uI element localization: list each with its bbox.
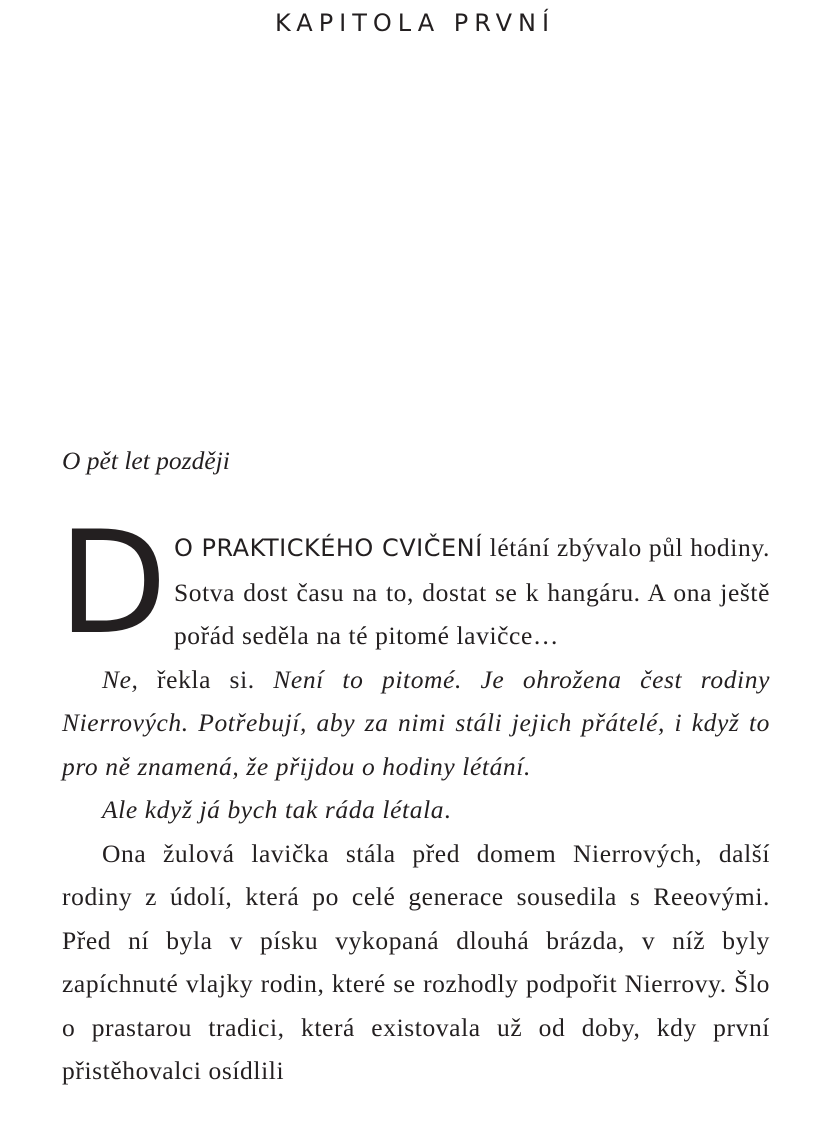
section-subtitle: O pět let později — [62, 446, 230, 475]
paragraph-2 — [62, 658, 770, 789]
paragraph-2-plain: řekla si. — [138, 664, 274, 694]
paragraph-3-end: . — [444, 795, 452, 824]
paragraph-1-text: létání zbývalo půl hodiny. Sotva dost času na to, dostat se k hangáru. A ona ještě pořád seděla na té pitomé lavičce… — [173, 533, 770, 650]
body-text — [58, 501, 770, 1093]
paragraph-2-italic-b: Není to pitomé. Je ohrožena čest rodiny Nierrových. Potřebují, aby za nimi stáli jejich přátelé, i když to pro ně znamená, že přijdou o hodiny létání. — [62, 664, 770, 781]
drop-cap: D — [58, 501, 168, 666]
paragraph-3-italic: Ale když já bych tak ráda létala — [102, 795, 445, 824]
paragraph-2-italic-a: Ne, — [102, 664, 139, 694]
paragraph-1 — [58, 501, 770, 666]
paragraph-4: Ona žulová lavička stála před domem Nierrových, další rodiny z údolí, která po celé generace sousedila s Reeovými. Před ní byla v písku vykopaná dlouhá brázda, v níž byly zapíchnuté vlajky rodin, které se rozhodly podpořit Nierrovy. Šlo o prastarou tradici, která existovala už od doby, kdy první přistěhovalci osídlili — [62, 838, 770, 1085]
chapter-heading: KAPITOLA PRVNÍ — [274, 9, 556, 37]
paragraph-3 — [62, 788, 770, 832]
small-caps-lead: O PRAKTICKÉHO CVIČENÍ — [173, 534, 483, 562]
